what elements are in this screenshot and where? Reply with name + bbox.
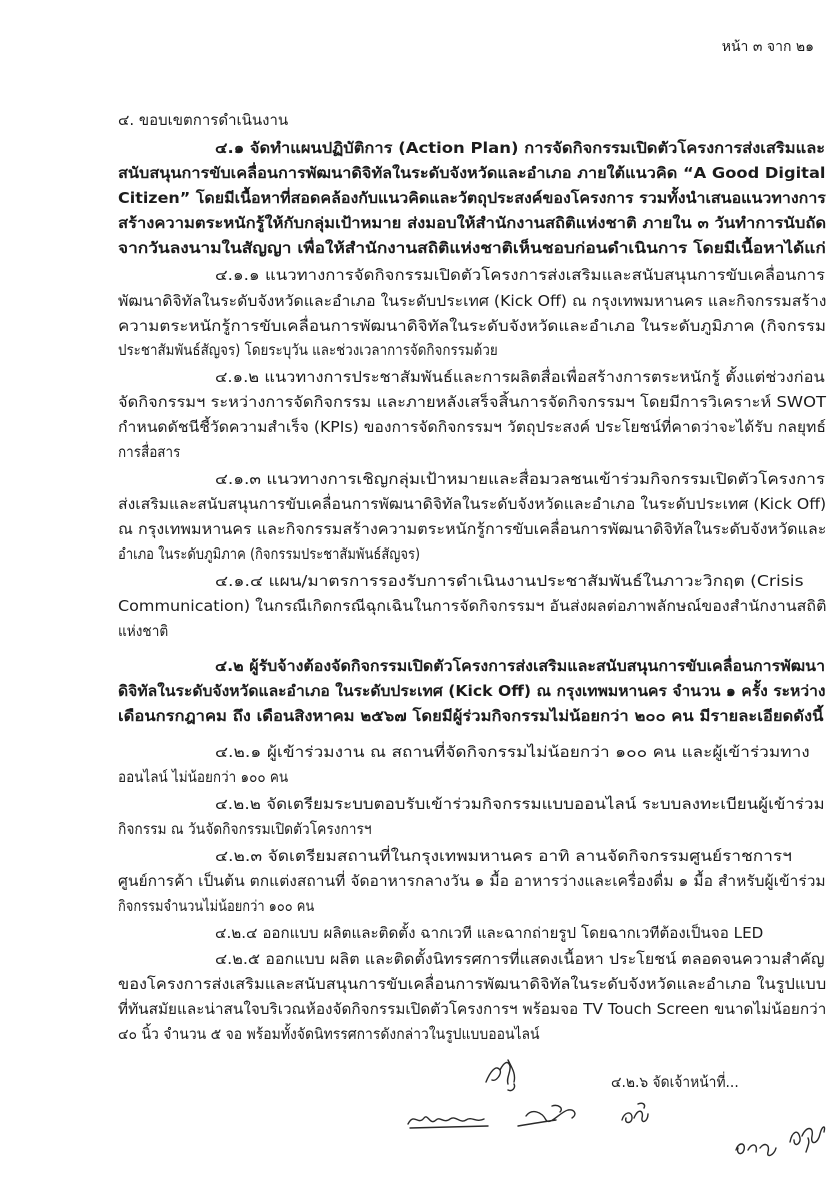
signature-initial-4 [784, 1112, 828, 1158]
continuation-text: ๔.๒.๖ จัดเจ้าหน้าที่... [611, 1073, 739, 1091]
paragraph-line: ๔.๑.๒ แนวทางการประชาสัมพันธ์และการผลิตสื่อเพื่อสร้างการตระหนักรู้ ตั้งแต่ช่วงก่อน [215, 368, 825, 386]
paragraph-line: สนับสนุนการขับเคลื่อนการพัฒนาดิจิทัลในระดับจังหวัดและอำเภอ ภายใต้แนวคิด “A Good Digital [118, 164, 826, 182]
paragraph-line: ๔.๑.๓ แนวทางการเชิญกลุ่มเป้าหมายและสื่อมวลชนเข้าร่วมกิจกรรมเปิดตัวโครงการ [215, 470, 826, 488]
paragraph-line: ของโครงการส่งเสริมและสนับสนุนการขับเคลื่อนการพัฒนาดิจิทัลในระดับจังหวัดและอำเภอ ในรูปแบบ [118, 975, 827, 993]
paragraph-line: ประชาสัมพันธ์สัญจร) โดยระบุวัน และช่วงเวลาการจัดกิจกรรมด้วย [118, 341, 498, 359]
paragraph-line: ๔.๒.๕ ออกแบบ ผลิต และติดตั้งนิทรรศการที่แสดงเนื้อหา ประโยชน์ ตลอดจนความสำคัญ [215, 950, 825, 968]
paragraph-line: ที่ทันสมัยและน่าสนใจบริเวณห้องจัดกิจกรรมเปิดตัวโครงการฯ พร้อมจอ TV Touch Screen ขนาดไม่น้อยกว่า [118, 1000, 827, 1018]
paragraph-line: อำเภอ ในระดับภูมิภาค (กิจกรรมประชาสัมพันธ์สัญจร) [118, 545, 421, 563]
paragraph-line: ๔.๒.๒ จัดเตรียมระบบตอบรับเข้าร่วมกิจกรรมแบบออนไลน์ ระบบลงทะเบียนผู้เข้าร่วม [215, 795, 825, 813]
signature-initial-1 [478, 1052, 528, 1096]
section-title: ๔. ขอบเขตการดำเนินงาน [118, 111, 289, 129]
paragraph-line: ๔.๒.๑ ผู้เข้าร่วมงาน ณ สถานที่จัดกิจกรรมไม่น้อยกว่า ๑๐๐ คน และผู้เข้าร่วมทาง [215, 743, 810, 761]
paragraph-line: ส่งเสริมและสนับสนุนการขับเคลื่อนการพัฒนาดิจิทัลในระดับจังหวัดและอำเภอ ในระดับประเทศ (Kick Off) [118, 495, 827, 513]
paragraph-line: Communication) ในกรณีเกิดกรณีฉุกเฉินในการจัดกิจกรรมฯ อันส่งผลต่อภาพลักษณ์ของสำนักงานสถิติ [118, 597, 827, 615]
page-number: หน้า ๓ จาก ๒๑ [721, 39, 814, 55]
signature-initial-2 [614, 1096, 658, 1132]
signature-initial-3 [730, 1130, 780, 1164]
paragraph-line: ศูนย์การค้า เป็นต้น ตกแต่งสถานที่ จัดอาหารกลางวัน ๑ มื้อ อาหารว่างและเครื่องดื่ม ๑ มื้อ สำหรับผู้เข้าร่วม [118, 872, 826, 890]
paragraph-line: ๔.๑.๔ แผน/มาตรการรองรับการดำเนินงานประชาสัมพันธ์ในภาวะวิกฤต (Crisis [215, 572, 804, 590]
signature-1 [404, 1104, 496, 1134]
paragraph-line: สร้างความตระหนักรู้ให้กับกลุ่มเป้าหมาย ส่งมอบให้สำนักงานสถิติแห่งชาติ ภายใน ๓ วันทำการนับถัด [118, 214, 827, 232]
paragraph-line: ๔.๒ ผู้รับจ้างต้องจัดกิจกรรมเปิดตัวโครงการส่งเสริมและสนับสนุนการขับเคลื่อนการพัฒนา [215, 657, 826, 675]
paragraph-line: จัดกิจกรรมฯ ระหว่างการจัดกิจกรรม และภายหลังเสร็จสิ้นการจัดกิจกรรมฯ โดยมีการวิเคราะห์ SWOT [118, 393, 826, 411]
paragraph-line: เดือนกรกฎาคม ถึง เดือนสิงหาคม ๒๕๖๗ โดยมีผู้ร่วมกิจกรรมไม่น้อยกว่า ๒๐๐ คน มีรายละเอียดดังนี้ [118, 707, 824, 725]
paragraph-line: ออนไลน์ ไม่น้อยกว่า ๑๐๐ คน [118, 768, 289, 786]
paragraph-line: กำหนดดัชนีชี้วัดความสำเร็จ (KPIs) ของการจัดกิจกรรมฯ วัตถุประสงค์ ประโยชน์ที่คาดว่าจะได้รับ กลยุทธ์ [118, 418, 827, 436]
paragraph-line: ๔.๑.๑ แนวทางการจัดกิจกรรมเปิดตัวโครงการส่งเสริมและสนับสนุนการขับเคลื่อนการ [215, 266, 826, 284]
paragraph-line: ๔.๑ จัดทำแผนปฏิบัติการ (Action Plan) การจัดกิจกรรมเปิดตัวโครงการส่งเสริมและ [215, 139, 826, 157]
signature-2 [512, 1098, 586, 1134]
paragraph-line: ๔๐ นิ้ว จำนวน ๕ จอ พร้อมทั้งจัดนิทรรศการดังกล่าวในรูปแบบออนไลน์ [118, 1025, 540, 1043]
paragraph-line: กิจกรรม ณ วันจัดกิจกรรมเปิดตัวโครงการฯ [118, 820, 372, 838]
paragraph-line: ดิจิทัลในระดับจังหวัดและอำเภอ ในระดับประเทศ (Kick Off) ณ กรุงเทพมหานคร จำนวน ๑ ครั้ง ระหว่าง [118, 682, 826, 700]
paragraph-line: จากวันลงนามในสัญญา เพื่อให้สำนักงานสถิติแห่งชาติเห็นชอบก่อนดำเนินการ โดยมีเนื้อหาได้แก่ [118, 239, 826, 257]
paragraph-line: ๔.๒.๓ จัดเตรียมสถานที่ในกรุงเทพมหานคร อาทิ ลานจัดกิจกรรมศูนย์ราชการฯ [215, 847, 792, 865]
paragraph-line: กิจกรรมจำนวนไม่น้อยกว่า ๑๐๐ คน [118, 897, 315, 915]
paragraph-line: ณ กรุงเทพมหานคร และกิจกรรมสร้างความตระหนักรู้การขับเคลื่อนการพัฒนาดิจิทัลในระดับจังหวัดและ [118, 520, 827, 538]
paragraph-line: ๔.๒.๔ ออกแบบ ผลิตและติดตั้ง ฉากเวที และฉากถ่ายรูป โดยฉากเวทีต้องเป็นจอ LED [215, 924, 764, 942]
paragraph-line: การสื่อสาร [118, 443, 181, 461]
paragraph-line: ความตระหนักรู้การขับเคลื่อนการพัฒนาดิจิทัลในระดับจังหวัดและอำเภอ ในระดับภูมิภาค (กิจกรรม [118, 317, 827, 335]
paragraph-line: Citizen” โดยมีเนื้อหาที่สอดคล้องกับแนวคิดและวัตถุประสงค์ของโครงการ รวมทั้งนำเสนอแนวทางการ [118, 189, 826, 207]
paragraph-line: พัฒนาดิจิทัลในระดับจังหวัดและอำเภอ ในระดับประเทศ (Kick Off) ณ กรุงเทพมหานคร และกิจกรรมสร้าง [118, 292, 827, 310]
paragraph-line: แห่งชาติ [118, 622, 169, 640]
